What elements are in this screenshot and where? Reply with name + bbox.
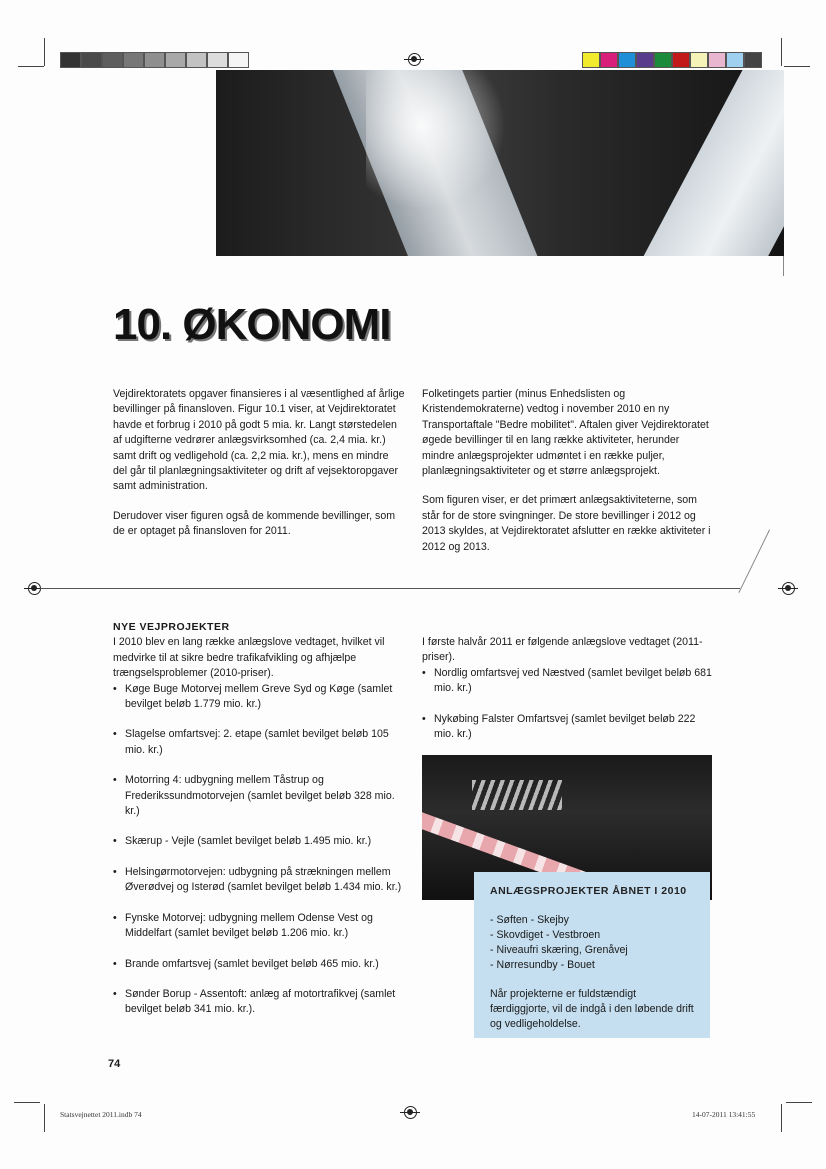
color-swatch [81, 52, 102, 68]
list-item: - Søften - Skejby [490, 913, 696, 928]
first-half-2011-section [422, 635, 714, 757]
header-photo [216, 70, 784, 256]
intro-right-column [422, 387, 714, 569]
section-heading: NYE VEJPROJEKTER [113, 621, 230, 633]
paragraph: Folketingets partier (minus Enhedslisten og Kristendemokraterne) vedtog i november 2010 en ny Transportaftale "Bedre mobilitet". Aftalen giver Vejdirektoratet øgede bevillinger til en lang række aktiviteter, herunder mindre anlægsprojekter udmøntet i en række puljer, planlægningsaktiviteter og et større anlægsprojekt. [422, 388, 709, 478]
color-swatch [228, 52, 249, 68]
list-item: • Motorring 4: udbygning mellem Tåstrup og Frederikssundmotorvejen (samlet bevilget beløb 328 mio. kr.) [113, 773, 405, 819]
crop-mark [786, 1102, 812, 1103]
color-swatch [744, 52, 762, 68]
list-item: • Fynske Motorvej: udbygning mellem Odense Vest og Middelfart (samlet bevilget beløb 1.206 mio. kr.) [113, 911, 405, 942]
color-swatch [618, 52, 636, 68]
crop-mark [18, 66, 44, 67]
project-list [422, 666, 714, 743]
crop-mark [14, 1102, 40, 1103]
decorative-line [783, 256, 784, 276]
color-swatch [207, 52, 228, 68]
color-swatch [600, 52, 618, 68]
registration-mark-icon [404, 1106, 417, 1119]
registration-mark-icon [408, 53, 421, 66]
color-swatch [582, 52, 600, 68]
list-item: • Nykøbing Falster Omfartsvej (samlet bevilget beløb 222 mio. kr.) [422, 712, 714, 743]
list-item: • Nordlig omfartsvej ved Næstved (samlet bevilget beløb 681 mio. kr.) [422, 666, 714, 697]
crop-mark [44, 1104, 45, 1132]
color-swatch [165, 52, 186, 68]
color-swatch [672, 52, 690, 68]
list-item: • Sønder Borup - Assentoft: anlæg af motortrafikvej (samlet bevilget beløb 341 mio. kr.). [113, 987, 405, 1018]
list-item: • Skærup - Vejle (samlet bevilget beløb 1.495 mio. kr.) [113, 834, 405, 849]
color-swatch [708, 52, 726, 68]
crop-mark [781, 1104, 782, 1132]
color-swatch [60, 52, 81, 68]
opened-list [490, 913, 696, 973]
color-swatch [690, 52, 708, 68]
project-list [113, 682, 405, 1018]
list-item: • Slagelse omfartsvej: 2. etape (samlet bevilget beløb 105 mio. kr.) [113, 727, 405, 758]
footer-file: Statsvejnettet 2011.indb 74 [60, 1110, 142, 1119]
color-swatch [636, 52, 654, 68]
footer-timestamp: 14-07-2011 13:41:55 [692, 1110, 756, 1119]
crop-mark [781, 38, 782, 66]
opened-projects-box [474, 872, 710, 1038]
section-intro: I første halvår 2011 er følgende anlægslove vedtaget (2011-priser). [422, 636, 703, 664]
color-bar-right [582, 52, 762, 68]
list-item: • Brande omfartsvej (samlet bevilget beløb 465 mio. kr.) [113, 957, 405, 972]
list-item: - Skovdiget - Vestbroen [490, 928, 696, 943]
paragraph: Vejdirektoratets opgaver finansieres i al væsentlighed af årlige bevillinger på finansloven. Figur 10.1 viser, at Vejdirektoratet havde et forbrug i 2010 på godt 5 mia. kr. Langt størstedelen af udgifterne vedrører anlægsvirksomhed (ca. 2,4 mia. kr.) samt drift og vedligehold (ca. 2,2 mia. kr.), mens en mindre del går til planlægningsaktiviteter og drift af vejsektoropgaver samt administration. [113, 388, 405, 493]
list-item: • Køge Buge Motorvej mellem Greve Syd og Køge (samlet bevilget beløb 1.779 mio. kr.) [113, 682, 405, 713]
intro-left-column [113, 387, 405, 554]
paragraph: Som figuren viser, er det primært anlægsaktiviteterne, som står for de store svingninger. De store bevillinger i 2012 og 2013 skyldes, at Vejdirektoratet afslutter en række aktiviteter i 2012 og 2013. [422, 494, 711, 553]
section-divider [40, 588, 740, 589]
page-title: 10. ØKONOMI [113, 300, 391, 349]
new-projects-section [113, 620, 405, 1033]
list-item: - Niveaufri skæring, Grenåvej [490, 943, 696, 958]
decorative-line [738, 530, 770, 593]
color-swatch [123, 52, 144, 68]
color-swatch [102, 52, 123, 68]
color-swatch [186, 52, 207, 68]
page-number: 74 [108, 1058, 121, 1070]
list-item: - Nørresundby - Bouet [490, 958, 696, 973]
box-heading: ANLÆGSPROJEKTER ÅBNET I 2010 [490, 885, 687, 897]
crop-mark [784, 66, 810, 67]
list-item: • Helsingørmotorvejen: udbygning på strækningen mellem Øverødvej og Isterød (samlet bevilget beløb 1.434 mio. kr.) [113, 865, 405, 896]
crop-mark [44, 38, 45, 66]
registration-mark-icon [782, 582, 795, 595]
color-swatch [654, 52, 672, 68]
color-swatch [726, 52, 744, 68]
box-note: Når projekterne er fuldstændigt færdiggjorte, vil de indgå i den løbende drift og vedligeholdelse. [490, 988, 694, 1030]
color-swatch [144, 52, 165, 68]
color-bar-left [60, 52, 249, 68]
paragraph: Derudover viser figuren også de kommende bevillinger, som de er optaget på finansloven for 2011. [113, 509, 396, 538]
section-intro: I 2010 blev en lang række anlægslove vedtaget, hvilket vil medvirke til at sikre bedre trafikafvikling og afhjælpe trængselsproblemer (2010-priser). [113, 636, 385, 680]
